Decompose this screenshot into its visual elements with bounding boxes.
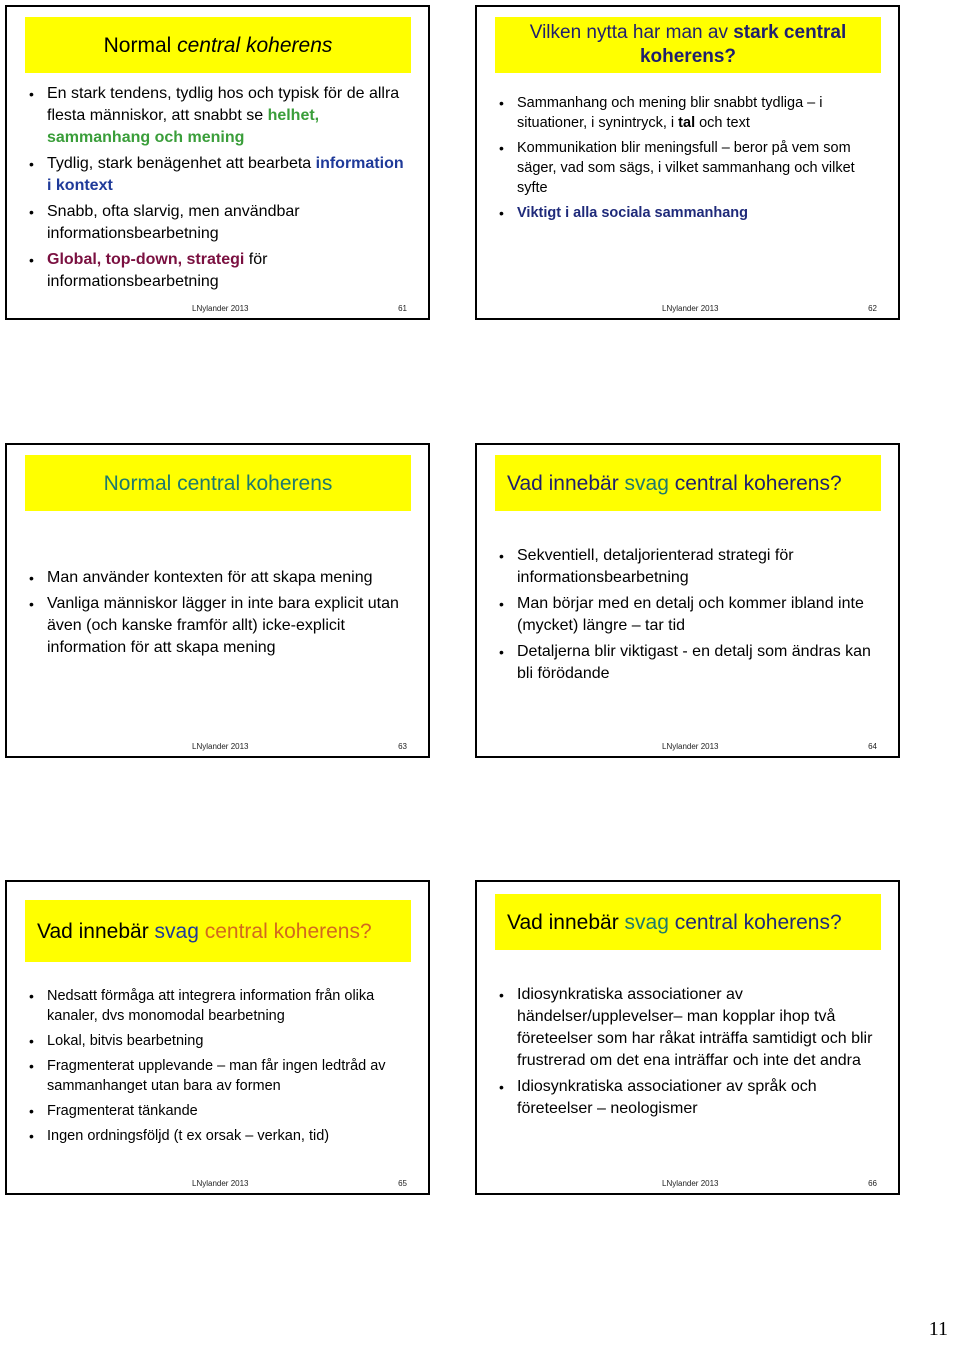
list-item: • Fragmenterat tänkande (27, 1101, 408, 1121)
list-item (497, 203, 878, 223)
list-item: • Man börjar med en detalj och kommer ibland inte (mycket) längre – tar tid (497, 593, 878, 637)
title-part: central koherens? (668, 910, 842, 934)
bullet-text: och text (695, 115, 750, 131)
slide-title (25, 17, 411, 73)
bullet-text: Sammanhang och mening blir snabbt tydliga – i situationer, i synintryck, i (517, 95, 823, 131)
title-part: Vad innebär (507, 471, 625, 495)
slide-61 (5, 5, 430, 320)
slide-title: Normal central koherens (25, 455, 411, 511)
footer-author: LNylander 2013 (662, 742, 719, 751)
list-item (497, 138, 878, 198)
title-part: svag (624, 471, 669, 495)
bullet-list (497, 545, 878, 689)
list-item: • Detaljerna blir viktigast - en detalj som ändras kan bli förödande (497, 641, 878, 685)
slide-62 (475, 5, 900, 320)
list-item: • Lokal, bitvis bearbetning (27, 1031, 408, 1051)
slide-number: 66 (868, 1179, 877, 1188)
slide-title (495, 894, 881, 950)
slide-title (495, 455, 881, 511)
title-part: Vad innebär (507, 910, 625, 934)
slide-number: 64 (868, 742, 877, 751)
title-part: central koherens (177, 33, 333, 57)
slide-number: 63 (398, 742, 407, 751)
slide-title (25, 900, 411, 962)
bullet-highlight: helhet, sammanhang och mening (47, 107, 320, 146)
footer-author: LNylander 2013 (662, 1179, 719, 1188)
title-part: central koherens? (668, 471, 842, 495)
title-part: Vad innebär (37, 919, 155, 943)
bullet-highlight: Viktigt i alla sociala sammanhang (517, 205, 749, 221)
bullet-text: Tydlig, stark benägenhet att bearbeta (47, 155, 316, 172)
list-item: • Sekventiell, detaljorienterad strategi för informationsbearbetning (497, 545, 878, 589)
list-item: • Vanliga människor lägger in inte bara explicit utan även (och kanske framför allt) icke-explicit information för att skapa mening (27, 593, 408, 659)
title-part: svag (154, 919, 199, 943)
title-part: Normal (103, 33, 178, 57)
list-item (27, 153, 408, 197)
list-item (27, 83, 408, 149)
list-item: • Ingen ordningsföljd (t ex orsak – verkan, tid) (27, 1126, 408, 1146)
bullet-highlight: Global, top-down, strategi (47, 251, 245, 268)
bullet-list (497, 984, 878, 1124)
slide-number: 61 (398, 304, 407, 313)
list-item (27, 249, 408, 293)
title-part: central koherens? (198, 919, 372, 943)
bullet-list (27, 986, 408, 1151)
title-part: svag (624, 910, 669, 934)
list-item (497, 93, 878, 133)
slide-number: 62 (868, 304, 877, 313)
footer-author: LNylander 2013 (192, 304, 249, 313)
bullet-list (497, 93, 878, 228)
page-number: 11 (928, 1318, 948, 1340)
slide-65 (5, 880, 430, 1195)
bullet-list (27, 83, 408, 297)
title-part: stark central koherens? (639, 22, 847, 67)
bullet-highlight: tal (678, 115, 696, 131)
slide-63 (5, 443, 430, 758)
slide-66 (475, 880, 900, 1195)
bullet-text: för informationsbearbetning (47, 251, 268, 290)
bullet-text: En stark tendens, tydlig hos och typisk för de allra flesta människor, att snabbt se (47, 85, 400, 124)
slide-number: 65 (398, 1179, 407, 1188)
footer-author: LNylander 2013 (662, 304, 719, 313)
bullet-text: Kommunikation blir meningsfull – beror på vem som säger, vad som sägs, i vilket sammanhang och vilket syfte (517, 140, 855, 196)
list-item: • Fragmenterat upplevande – man får ingen ledtråd av sammanhanget utan bara av formen (27, 1056, 408, 1096)
list-item (27, 201, 408, 245)
list-item: • Nedsatt förmåga att integrera information från olika kanaler, dvs monomodal bearbetning (27, 986, 408, 1026)
footer-author: LNylander 2013 (192, 1179, 249, 1188)
slide-title (495, 17, 881, 73)
list-item: • Man använder kontexten för att skapa mening (27, 567, 408, 589)
footer-author: LNylander 2013 (192, 742, 249, 751)
list-item: • Idiosynkratiska associationer av språk och företeelser – neologismer (497, 1076, 878, 1120)
list-item: • Idiosynkratiska associationer av händelser/upplevelser– man kopplar ihop två företeelser som har råkat inträffa samtidigt och blir frustrerad om det ena inträffar och inte det andra (497, 984, 878, 1072)
bullet-text: Snabb, ofta slarvig, men användbar informationsbearbetning (47, 203, 300, 242)
bullet-highlight: information i kontext (47, 155, 404, 194)
bullet-list (27, 567, 408, 663)
title-part: Vilken nytta har man av (529, 22, 734, 43)
slide-64 (475, 443, 900, 758)
